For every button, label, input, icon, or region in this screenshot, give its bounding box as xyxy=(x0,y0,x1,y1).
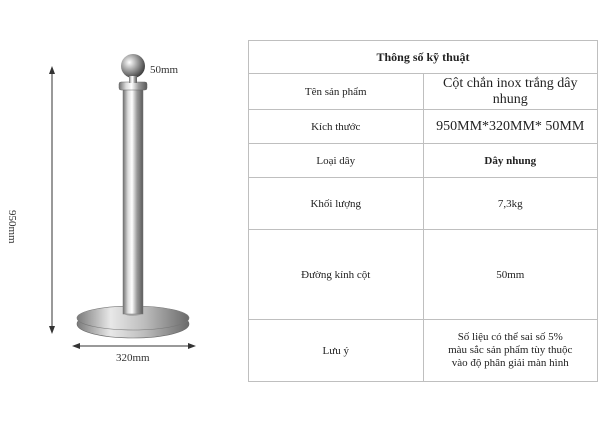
table-row xyxy=(249,178,598,230)
note-line: Số liệu có thể sai số 5% xyxy=(457,331,563,343)
height-label: 950mm xyxy=(6,210,18,244)
stanchion-ball-top xyxy=(121,54,145,78)
top-diameter-label: 50mm xyxy=(150,64,179,76)
spec-table xyxy=(248,40,598,382)
note-line: màu sắc sản phẩm tùy thuộc xyxy=(448,344,573,356)
row-value: 7,3kg xyxy=(423,178,598,230)
row-value: 50mm xyxy=(423,230,598,320)
row-key: Đường kính cột xyxy=(249,230,424,320)
row-value: Dây nhung xyxy=(423,144,598,178)
table-row xyxy=(249,110,598,144)
table-row xyxy=(249,144,598,178)
table-row xyxy=(249,230,598,320)
product-figure xyxy=(0,0,248,424)
stanchion-pole xyxy=(123,88,143,314)
row-key: Kích thước xyxy=(249,110,424,144)
note-line: vào độ phân giải màn hình xyxy=(451,357,569,369)
row-value: 950MM*320MM* 50MM xyxy=(423,110,598,144)
spec-table-title: Thông số kỹ thuật xyxy=(249,41,598,74)
row-key: Khối lượng xyxy=(249,178,424,230)
table-row xyxy=(249,74,598,110)
row-key: Lưu ý xyxy=(249,320,424,382)
row-value: Cột chắn inox trắng dây nhung xyxy=(423,74,598,110)
row-key: Tên sản phẩm xyxy=(249,74,424,110)
base-diameter-label: 320mm xyxy=(116,352,150,364)
row-key: Loại dây xyxy=(249,144,424,178)
note-value xyxy=(423,320,598,382)
table-row xyxy=(249,320,598,382)
